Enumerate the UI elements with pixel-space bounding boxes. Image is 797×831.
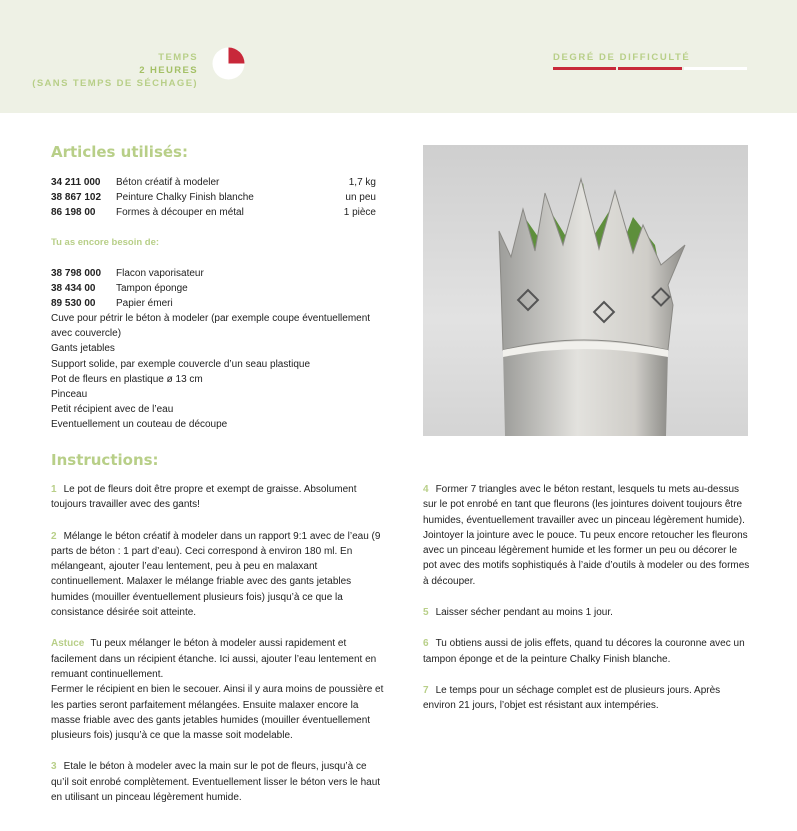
article-name: Béton créatif à modeler [116,177,220,188]
difficulty-label: DEGRÉ DE DIFFICULTÉ [553,52,691,63]
article-qty: un peu [345,192,376,204]
instructions-right-column [423,482,750,730]
list-item [51,175,376,190]
tip-block [51,636,386,682]
article-name: Peinture Chalky Finish blanche [116,192,254,204]
list-item [51,296,391,311]
instruction-step [423,683,750,714]
article-qty: 1,7 kg [348,177,376,188]
step-text: Le pot de fleurs doit être propre et exempt de graisse. Absolument toujours travailler avec des gants! [51,484,357,511]
tip-block-continued: Fermer le récipient en bien le secouer. Ainsi il y aura moins de poussière et les parties seront parfaitement mélangées. Ensuite malaxer encore la masse friable avec des gants jetables humides (mouiller éventuellement plusieurs fois) jusqu’à ce que la masse soit modelable. [51,684,384,742]
step-text: Le temps pour un séchage complet est de plusieurs jours. Après environ 21 jours, l’objet est résistant aux intempéries. [423,684,721,712]
list-item: Cuve pour pétrir le béton à modeler (par exemple coupe éventuellement avec couvercle) [51,313,371,340]
header-band [0,0,797,113]
list-item: Pinceau [51,389,88,401]
list-item [51,190,376,205]
crown-pot-photo [423,145,748,436]
tip-text: Tu peux mélanger le béton à modeler aussi rapidement et facilement dans un récipient étanche. Ici aussi, ajouter l’eau lentement en remuant continuellement. [51,638,377,680]
instructions-title: Instructions: [51,451,159,469]
list-item: Pot de fleurs en plastique ø 13 cm [51,373,203,385]
list-item: Gants jetables [51,343,115,355]
instruction-step [423,605,750,620]
article-code: 86 198 00 [51,207,96,219]
difficulty-segment [684,67,747,70]
instruction-step [51,529,386,621]
step-text: Etale le béton à modeler avec la main sur le pot de fleurs, jusqu’à ce qu’il soit enrobé complètement. Eventuellement lisser le béton vers le haut en utilisant un pinceau légèrement humide. [51,761,381,804]
need-code: 89 530 00 [51,298,96,310]
instructions-left-column [51,482,386,821]
step-number: 3 [51,761,57,773]
article-name: Formes à découper en métal [116,207,244,219]
instruction-step [51,482,386,513]
clock-icon [212,47,245,80]
time-value: 2 HEURES [139,65,198,76]
need-code: 38 798 000 [51,268,102,279]
difficulty-meter [553,67,747,71]
instruction-step [423,482,750,589]
step-number: 2 [51,530,57,542]
articles-title: Articles utilisés: [51,143,188,161]
need-name: Flacon vaporisateur [116,268,204,279]
step-number: 7 [423,684,429,696]
list-item [51,205,376,220]
time-note: (SANS TEMPS DE SÉCHAGE) [32,78,198,89]
time-info [32,51,198,90]
needs-list [51,266,391,312]
list-item [51,266,391,281]
articles-list [51,175,376,221]
difficulty-segment [618,67,681,70]
instruction-step [423,636,750,667]
article-code: 38 867 102 [51,192,102,204]
need-name: Papier émeri [116,298,173,310]
step-text: Tu obtiens aussi de jolis effets, quand tu décores la couronne avec un tampon éponge et de la peinture Chalky Finish blanche. [423,638,745,665]
article-code: 34 211 000 [51,177,101,188]
need-name: Tampon éponge [116,283,188,295]
clock-fill [229,48,245,64]
step-text: Former 7 triangles avec le béton restant, lesquels tu mets au-dessus sur le pot enrobé en tant que fleurons (les jointures doivent toujours être humides, éventuellement travailler avec un pinceau légèrement humide). Jointoyer la jointure avec le pouce. Tu peux encore retoucher les fleurons avec un pinceau légèrement humide et les former un peu ou décorer le pot avec des motifs sophistiqués à l’aide d’outils à modeler ou des formes à découper. [423,484,750,587]
list-item [51,281,391,296]
step-text: Mélange le béton créatif à modeler dans un rapport 9:1 avec de l’eau (9 parts de béton : 1 part d’eau). Ceci correspond à environ 180 ml. En mélangeant, ajouter l’eau lentement, peu à peu en malaxant continuellement. Malaxer le mélange friable avec des gants jetables humides (mouiller éventuellement plusieurs fois) jusqu’à ce que la consistance désirée soit atteinte. [51,530,381,619]
list-item: Support solide, par exemple couvercle d’un seau plastique [51,358,311,370]
tip-label: Astuce [51,638,85,650]
list-item: Eventuellement un couteau de découpe [51,419,228,431]
step-number: 5 [423,607,429,619]
time-label: TEMPS [158,52,198,63]
step-text: Laisser sécher pendant au moins 1 jour. [435,607,613,619]
needs-extra [51,311,391,433]
instruction-step [51,759,386,805]
need-code: 38 434 00 [51,283,96,295]
list-item: Petit récipient avec de l’eau [51,404,174,416]
step-number: 4 [423,484,429,495]
article-qty: 1 pièce [343,207,376,219]
difficulty-info [553,52,747,63]
step-number: 6 [423,638,429,650]
difficulty-segment [553,67,616,70]
needs-title: Tu as encore besoin de: [51,237,160,248]
step-number: 1 [51,484,57,495]
